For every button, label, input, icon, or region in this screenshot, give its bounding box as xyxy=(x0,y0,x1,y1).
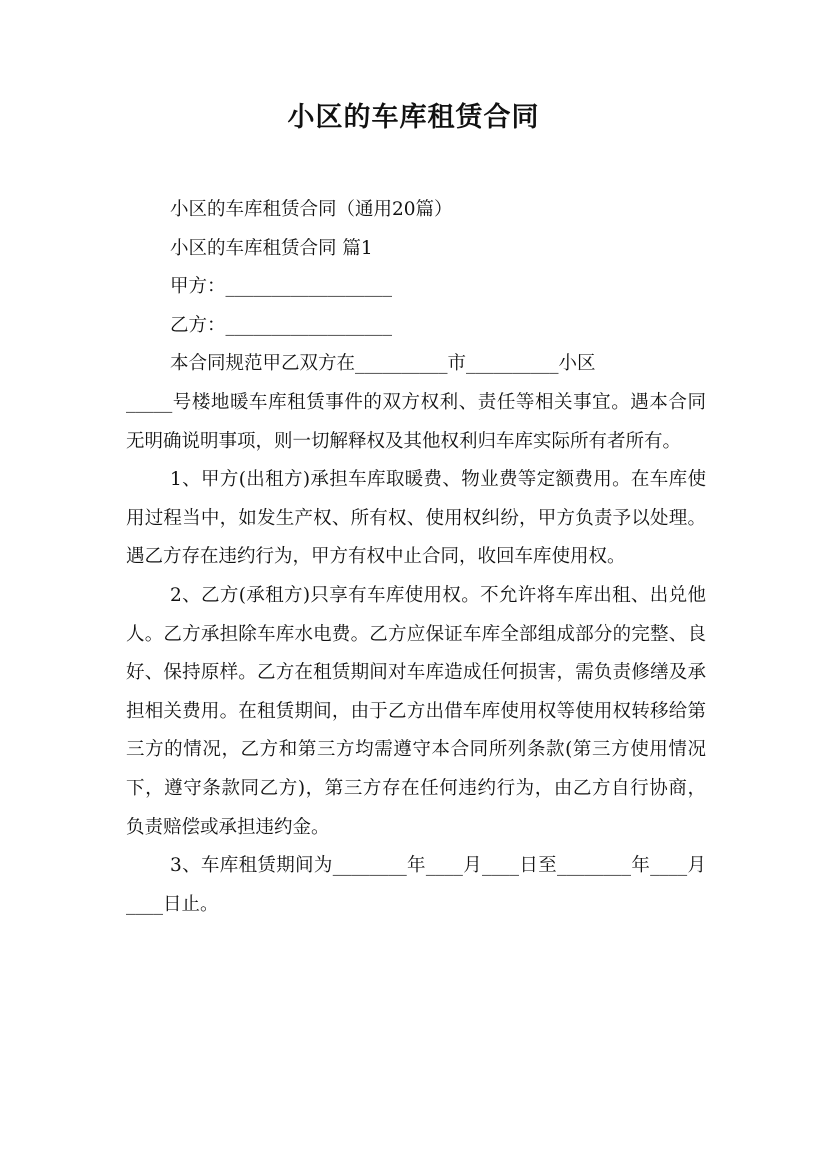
intro-paragraph-first-line: 本合同规范甲乙双方在__________市__________小区 xyxy=(170,353,596,375)
document-title: 小区的车库租赁合同 xyxy=(287,102,540,133)
intro-paragraph-rest: _____号楼地暖车库租赁事件的双方权利、责任等相关事宜。遇本合同无明确说明事项，则一切解释权及其他权利归车库实际所有者所有。 xyxy=(126,391,706,452)
party-a-line: 甲方：__________________ xyxy=(170,276,393,298)
document-subtitle: 小区的车库租赁合同（通用20篇） xyxy=(170,199,453,220)
party-b-line: 乙方：__________________ xyxy=(170,314,393,336)
clause-3-paragraph: 3、车库租赁期间为________年____月____日至________年____月____日止。 xyxy=(126,855,706,915)
document-body xyxy=(126,191,706,924)
clause-1-paragraph: 1、甲方(出租方)承担车库取暖费、物业费等定额费用。在车库使用过程当中，如发生产权、所有权、使用权纠纷，甲方负责予以处理。遇乙方存在违约行为，甲方有权中止合同，收回车库使用权。 xyxy=(126,469,706,568)
clause-2-paragraph: 2、乙方(承租方)只享有车库使用权。不允许将车库出租、出兑他人。乙方承担除车库水电费。乙方应保证车库全部组成部分的完整、良好、保持原样。乙方在租赁期间对车库造成任何损害，需负责修缮及承担相关费用。在租赁期间，由于乙方出借车库使用权等使用权转移给第三方的情况，乙方和第三方均需遵守本合同所列条款(第三方使用情况下，遵守条款同乙方)，第三方存在任何违约行为，由乙方自行协商，负责赔偿或承担违约金。 xyxy=(126,584,706,838)
section-heading: 小区的车库租赁合同 篇1 xyxy=(170,237,373,259)
